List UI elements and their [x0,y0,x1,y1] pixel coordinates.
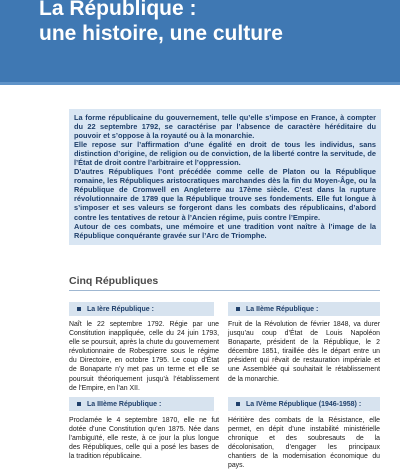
republic-heading-4 [228,397,380,411]
republic-text-3: Proclamée le 4 septembre 1870, elle ne fut dotée d’une Constitution qu’en 1875. Née dans l’ambiguïté, elle reste, à ce jour la plus longue des Républiques, celle qui a posé les bases de la tradition républicaine. [69,417,219,461]
page-title [39,0,283,46]
section-title: Cinq Républiques [69,275,159,287]
page-title-line-2: une histoire, une culture [39,22,283,45]
intro-paragraph: Elle repose sur l’affirmation d’une égalité en droit de tous les individus, sans distinction d’origine, de religion ou de conviction, de la liberté contre la servitude, de l’État de droit contre l’arbitraire et l’oppression. [74,140,376,168]
republic-heading-3 [69,397,214,411]
bullet-icon [77,402,81,406]
republic-text-2: Fruit de la Révolution de février 1848, va durer jusqu’au coup d’État de Louis Napoléon Bonaparte, président de la République, le 2 décembre 1851, tiraillée dès le départ entre un président qui rêvait de restauration impériale et une Assemblée qui souhaitait le rétablissement de la monarchie. [228,321,380,383]
republic-heading-1 [69,302,214,316]
republic-text-4: Héritière des combats de la Résistance, elle permet, en dépit d’une instabilité ministérielle chronique et des soubresauts de la décolonisation, d’engager les principaux chantiers de la modernisation économique du pays. [228,417,380,470]
republic-label: La Ière République : [87,305,154,313]
republic-label: La IIIème République : [87,400,162,408]
republic-label: La IIème République : [246,305,319,313]
intro-box [69,109,381,245]
intro-paragraph: D’autres Républiques l’ont précédée comme celle de Platon ou la République romaine, les Républiques aristocratiques marchandes dès la fin du Moyen-Âge, ou la République de Cromwell en Angleterre au 17ème siècle. C’est dans la rupture révolutionnaire de 1789 que la République trouve ses fondements. Elle fut longue à s’imposer et ses valeurs se forgeront dans les combats des républicains, d’abord contre les tentatives de retour à l’Ancien régime, puis contre l’Empire. [74,167,376,222]
page-title-line-1: La République : [39,0,197,20]
intro-paragraph: La forme républicaine du gouvernement, telle qu’elle s’impose en France, à compter du 22 septembre 1792, se caractérise par l’absence de caractère héréditaire du pouvoir et s’oppose à la royauté ou à la monarchie. [74,113,376,141]
section-divider [69,290,380,291]
republic-text-1: Naît le 22 septembre 1792. Régie par une Constitution inappliquée, celle du 24 juin 1793, elle se poursuit, après la chute du gouvernement révolutionnaire de Robespierre sous le régime du Directoire, en octobre 1795. Le coup d’État de Bonaparte n’y met pas un terme et elle se poursuit théoriquement jusqu’à l’établissement de l’Empire, en l’an XII. [69,321,219,392]
bullet-icon [236,402,240,406]
intro-paragraph: Autour de ces combats, une mémoire et une tradition vont naître à l’image de la République conquérante gravée sur l’Arc de Triomphe. [74,221,376,240]
republic-heading-2 [228,302,380,316]
header-divider [0,82,400,85]
bullet-icon [236,307,240,311]
bullet-icon [77,307,81,311]
republic-label: La IVème République (1946-1958) : [246,400,362,408]
